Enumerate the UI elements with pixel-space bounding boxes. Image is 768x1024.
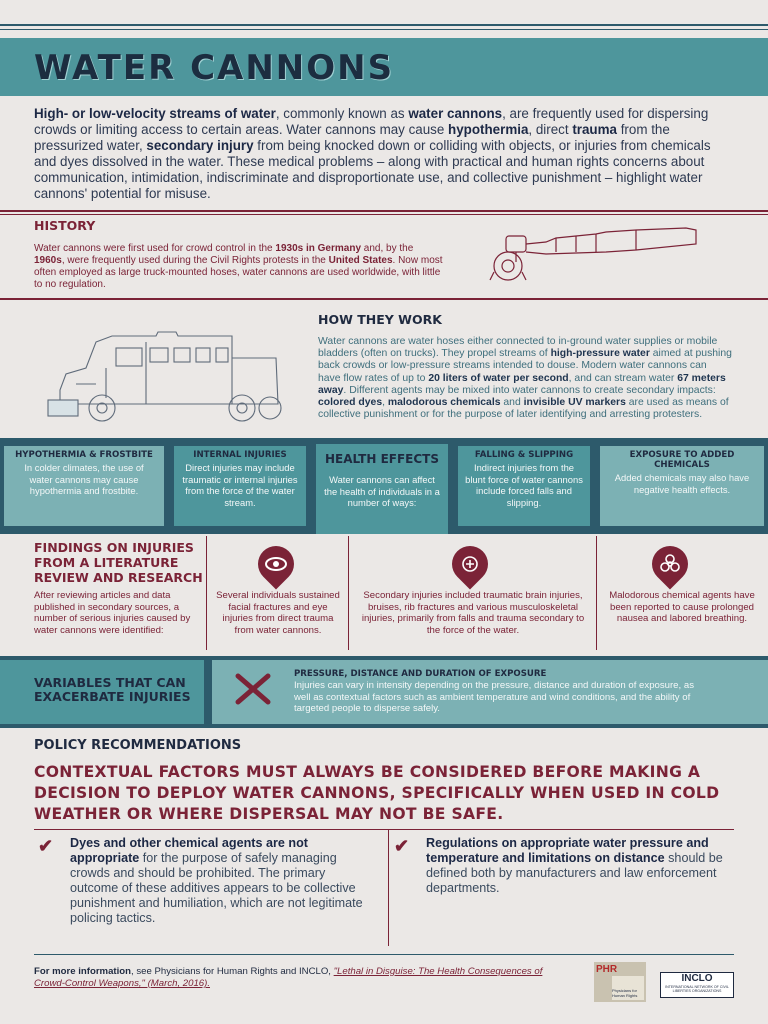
finding-text-secondary: Secondary injuries included traumatic brain injuries, bruises, rib fractures and various musculoskeletal injuries, primarily from falls and trauma secondary to the force of the water. <box>361 590 585 636</box>
how-t6: 67 meters away <box>318 372 726 396</box>
finding-text-eye: Several individuals sustained facial fractures and eye injuries from direct trauma from water cannons. <box>216 590 340 636</box>
how-t10: malodorous chemicals <box>387 397 501 409</box>
effect-text: Indirect injuries from the blunt force of water cannons include forced falls and slipping. <box>465 462 583 508</box>
how-t3: aimed at pushing back crowds or low-pressure streams intended to douse. Modern water cannons can have flow rates of up to <box>318 348 732 384</box>
inclo-logo-text: INCLO <box>681 973 713 984</box>
effect-heading: FALLING & SLIPPING <box>474 450 574 460</box>
effect-box-internal <box>174 446 306 526</box>
findings-intro: After reviewing articles and data published in secondary sources, a number of serious injuries caused by water cannons were identified: <box>34 590 191 636</box>
history-t6: United States <box>328 255 393 266</box>
intro-bold-5: hypothermia <box>448 122 529 137</box>
footer-note <box>34 966 554 990</box>
biohazard-icon <box>654 550 686 578</box>
how-heading: HOW THEY WORK <box>318 312 442 327</box>
history-rule-top-thin <box>0 214 768 215</box>
cross-icon <box>234 672 272 706</box>
footer-rule <box>34 954 734 955</box>
history-t3: and, by the <box>361 243 414 254</box>
how-t8: colored dyes <box>318 397 383 409</box>
phr-logo-sub: Physicians for Human Rights <box>612 988 638 998</box>
check-icon: ✔ <box>394 836 410 856</box>
rec1-rest: for the purpose of safely managing crowds and should be prohibited. The primary outcome of these additives appears to be collective punishment and humiliation, which are not legitimate policing tactics. <box>70 851 363 925</box>
policy-rule <box>34 829 734 830</box>
footer-link[interactable]: "Lethal in Disguise: The Health Consequences of Crowd-Control Weapons," (March, 2016). <box>34 966 543 989</box>
finding-text-chemical: Malodorous chemical agents have been reported to cause prolonged nausea and labored breathing. <box>609 590 755 625</box>
effect-heading: EXPOSURE TO ADDED CHEMICALS <box>629 450 735 470</box>
page-title: WATER CANNONS <box>34 48 395 88</box>
how-text <box>318 336 732 421</box>
phr-logo <box>594 962 646 1002</box>
health-effects-text: Water cannons can affect the health of individuals in a number of ways: <box>324 474 440 508</box>
plus-icon <box>454 550 486 578</box>
health-effects-heading: HEALTH EFFECTS <box>324 452 440 466</box>
recommendation-2 <box>426 836 726 896</box>
effect-heading: INTERNAL INJURIES <box>193 450 287 460</box>
intro-paragraph <box>34 106 734 202</box>
how-t1: Water cannons are water hoses either connected to in-ground water supplies or mobile bladders (often on trucks). They propel streams of <box>318 336 718 360</box>
intro-text-10: from being knocked down or colliding with objects, or injuries from chemicals and dyes dissolved in the water. These medical problems – along with practical and human rights concerns about communication, intimidation, indiscriminate and disproportionate use, and collective punishment – highlight water cannons' potential for misuse. <box>34 138 711 201</box>
history-t2: 1930s in Germany <box>275 243 362 254</box>
intro-bold-1: High- or low-velocity streams of water <box>34 106 276 121</box>
intro-bold-9: secondary injury <box>146 138 254 153</box>
history-t7: . Now most often employed as large truck-mounted hoses, water cannons are used worldwide, with little to no regulation. <box>34 255 443 290</box>
findings-separator-2 <box>348 536 349 650</box>
intro-bold-7: trauma <box>572 122 617 137</box>
rec2-rest: should be defined both by manufacturers and law enforcement departments. <box>426 851 723 895</box>
how-t9: , <box>382 397 388 409</box>
findings-heading: FINDINGS ON INJURIES FROM A LITERATURE REVIEW AND RESEARCH <box>34 540 203 585</box>
findings-separator-1 <box>206 536 207 650</box>
how-t13: are used as means of collective punishment or for the purpose of later identifying and arresting protesters. <box>318 397 729 421</box>
effect-text: In colder climates, the use of water cannons may cause hypothermia and frostbite. <box>24 462 144 496</box>
history-t4: 1960s <box>34 255 62 266</box>
phr-logo-text: PHR <box>596 964 618 975</box>
history-text <box>34 243 444 291</box>
eye-icon <box>260 550 292 578</box>
water-cannon-nozzle-illustration <box>486 222 706 286</box>
how-t7: . Different agents may be mixed into water cannons to create secondary impacts: <box>343 384 716 396</box>
inclo-logo <box>660 972 734 998</box>
rec2-bold: Regulations on appropriate water pressure and temperature and limitations on distance <box>426 836 709 865</box>
how-t5: , and can stream water <box>568 372 678 384</box>
history-rule-bottom <box>0 298 768 300</box>
history-t5: , were frequently used during the Civil Rights protests in the <box>61 255 329 266</box>
intro-text-4: , are frequently used for dispersing crowds or limiting access to certain areas. Water cannons may cause <box>34 106 709 137</box>
policy-statement: CONTEXTUAL FACTORS MUST ALWAYS BE CONSIDERED BEFORE MAKING A DECISION TO DEPLOY WATER CANNONS, SPECIFICALLY WHEN USED IN COLD WEATHER OR WHERE DISPERSAL MAY NOT BE SAFE. <box>34 763 720 823</box>
intro-text-8: from the pressurized water, <box>34 122 670 153</box>
history-rule-top <box>0 210 768 212</box>
footer-lead: For more information <box>34 966 132 977</box>
variables-sub-heading: PRESSURE, DISTANCE AND DURATION OF EXPOSURE <box>294 669 547 679</box>
how-t11: and <box>500 397 524 409</box>
variables-text: Injuries can vary in intensity depending on the pressure, distance and duration of exposure, as well as contextual factors such as ambient temperature and wind conditions, and the ability of targeted people to disperse safely. <box>294 680 694 715</box>
effect-box-chemicals <box>600 446 764 526</box>
intro-text-6: , direct <box>528 122 573 137</box>
footer-mid: , see Physicians for Human Rights and INCLO, <box>131 966 334 977</box>
effect-box-hypothermia <box>4 446 164 526</box>
history-heading: HISTORY <box>34 218 96 233</box>
history-t1: Water cannons were first used for crowd control in the <box>34 243 276 254</box>
variables-heading: VARIABLES THAT CAN EXACERBATE INJURIES <box>34 675 191 704</box>
top-rule <box>0 24 768 26</box>
effect-text: Direct injuries may include traumatic or internal injuries from the force of the water stream. <box>182 462 298 508</box>
policy-separator <box>388 830 389 946</box>
effect-box-center <box>316 444 448 534</box>
intro-bold-3: water cannons <box>408 106 503 121</box>
how-t4: 20 liters of water per second <box>428 372 569 384</box>
how-t2: high-pressure water <box>550 348 650 360</box>
recommendation-1 <box>70 836 370 926</box>
effect-box-falling <box>458 446 590 526</box>
inclo-logo-sub: INTERNATIONAL NETWORK OF CIVIL LIBERTIES ORGANIZATIONS <box>665 985 729 994</box>
rec1-bold: Dyes and other chemical agents are not appropriate <box>70 836 308 865</box>
findings-separator-3 <box>596 536 597 650</box>
effect-text: Added chemicals may also have negative health effects. <box>614 472 750 495</box>
check-icon: ✔ <box>38 836 54 856</box>
effect-heading: HYPOTHERMIA & FROSTBITE <box>15 450 153 460</box>
water-cannon-truck-illustration <box>46 328 286 424</box>
policy-heading: POLICY RECOMMENDATIONS <box>34 738 242 753</box>
intro-text-2: , commonly known as <box>275 106 409 121</box>
top-rule-thin <box>0 29 768 30</box>
how-t12: invisible UV markers <box>523 397 626 409</box>
